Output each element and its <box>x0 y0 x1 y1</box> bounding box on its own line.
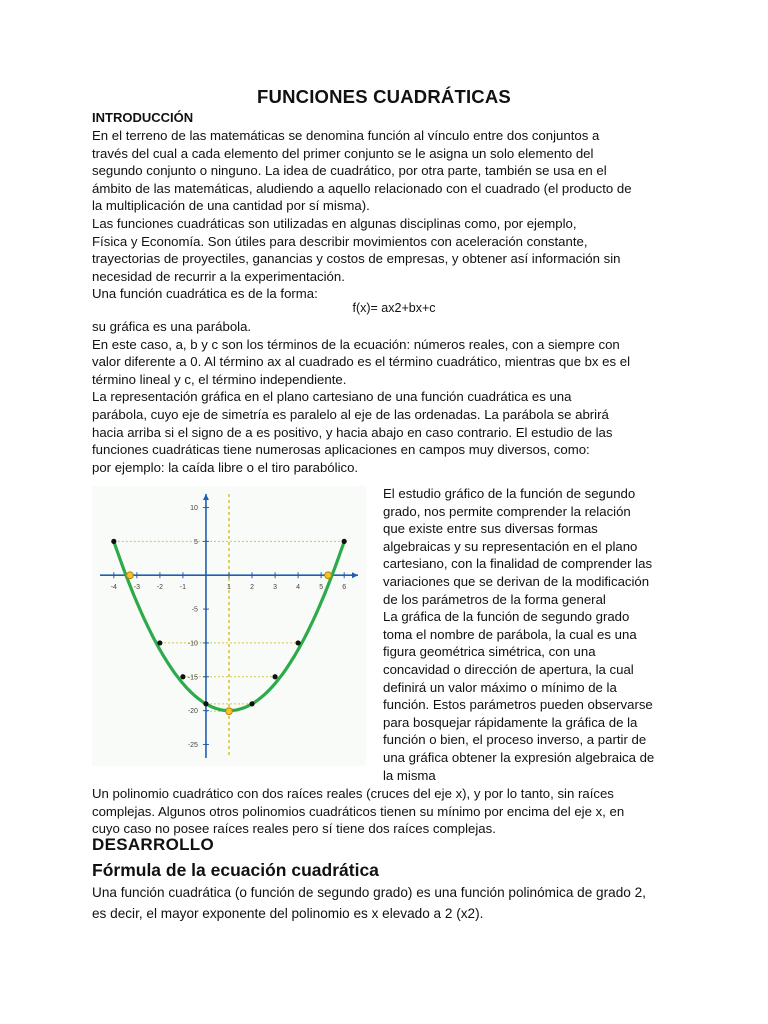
text-line: segundo conjunto o ninguno. La idea de cuadrático, por otra parte, también se usa en el <box>92 163 607 179</box>
data-point <box>342 539 347 544</box>
desarrollo-heading: DESARROLLO <box>92 835 214 854</box>
data-point <box>157 640 162 645</box>
text-line: la multiplicación de una cantidad por sí misma). <box>92 198 370 214</box>
text-line: valor diferente a 0. Al término ax al cuadrado es el término cuadrático, mientras que bx es el <box>92 354 631 370</box>
root-point <box>127 572 134 579</box>
text-line: través del cual a cada elemento del primer conjunto se le asigna un solo elemento del <box>92 145 594 161</box>
text-line: Física y Economía. Son útiles para describir movimientos con aceleración constante, <box>92 233 588 249</box>
chart-side-text <box>383 485 703 784</box>
text-line: complejas. Algunos otros polinomios cuadráticos tienen su mínimo por encima del eje x, en <box>92 803 625 819</box>
text-line: grado, nos permite comprender la relación <box>383 503 631 519</box>
intro-paragraph-2 <box>92 318 682 476</box>
text-line: concavidad o dirección de apertura, la cual <box>383 661 634 677</box>
text-line: función. Estos parámetros pueden observarse <box>383 697 653 713</box>
desarrollo-paragraph <box>92 882 692 924</box>
parabola-chart-svg <box>92 486 366 766</box>
text-line: En este caso, a, b y c son los términos de la ecuación: números reales, con a siempre con <box>92 336 620 352</box>
data-point <box>111 539 116 544</box>
text-line: toma el nombre de parábola, la cual es una <box>383 626 637 642</box>
x-tick-label: -4 <box>110 584 117 592</box>
quadratic-formula: f(x)= ax2+bx+c <box>352 301 436 315</box>
text-line: que existe entre sus diversas formas <box>383 521 598 537</box>
y-tick-label: 5 <box>194 538 198 546</box>
page-title: FUNCIONES CUADRÁTICAS <box>257 86 511 107</box>
x-tick-label: 2 <box>250 584 254 592</box>
text-line: cartesiano, con la finalidad de comprender las <box>383 556 653 572</box>
text-line: su gráfica es una parábola. <box>92 319 252 334</box>
root-point <box>325 572 332 579</box>
text-line: El estudio gráfico de la función de segundo <box>383 486 636 501</box>
text-line: Una función cuadrática (o función de segundo grado) es una función polinómica de grado 2, <box>92 885 646 900</box>
formula-subheading: Fórmula de la ecuación cuadrática <box>92 860 379 880</box>
text-line: Las funciones cuadráticas son utilizadas en algunas disciplinas como, por ejemplo, <box>92 215 577 231</box>
y-tick-label: -25 <box>187 741 198 749</box>
text-line: La gráfica de la función de segundo grado <box>383 609 630 625</box>
vertex-point <box>226 708 233 715</box>
text-line: trayectorias de proyectiles, ganancias y costos de empresas, y obtener así información sin <box>92 251 621 267</box>
text-line: La representación gráfica en el plano cartesiano de una función cuadrática es una <box>92 389 572 405</box>
text-line: necesidad de recurrir a la experimentación. <box>92 268 345 284</box>
text-line: algebraicas y su representación en el plano <box>383 538 638 554</box>
text-line: variaciones que se derivan de la modificación <box>383 573 650 589</box>
x-tick-label: -2 <box>156 584 164 592</box>
text-line: cuyo caso no posee raíces reales pero sí tiene dos raíces complejas. <box>92 821 496 837</box>
text-line: figura geométrica simétrica, con una <box>383 644 596 660</box>
text-line: parábola, cuyo eje de simetría es paralelo al eje de las ordenadas. La parábola se abrirá <box>92 406 609 422</box>
text-line: de los parámetros de la forma general <box>383 591 606 607</box>
y-tick-label: -15 <box>187 674 198 682</box>
x-tick-label: 6 <box>342 584 347 592</box>
y-tick-label: -10 <box>187 640 198 648</box>
after-chart-paragraph <box>92 785 682 838</box>
text-line: por ejemplo: la caída libre o el tiro parabólico. <box>92 459 359 475</box>
intro-paragraph <box>92 127 682 303</box>
parabola-chart <box>92 486 366 766</box>
data-point <box>296 640 301 645</box>
text-line: es decir, el mayor exponente del polinomio es x elevado a 2 (x2). <box>92 906 484 921</box>
x-tick-label: -3 <box>133 584 140 592</box>
data-point <box>203 701 208 706</box>
x-tick-label: 1 <box>227 584 231 592</box>
y-tick-label: -20 <box>187 708 198 716</box>
text-line: Un polinomio cuadrático con dos raíces reales (cruces del eje x), y por lo tanto, sin raíces <box>92 786 614 801</box>
text-line: término lineal y c, el término independiente. <box>92 371 347 387</box>
x-tick-label: 5 <box>319 584 324 592</box>
data-point <box>180 674 185 679</box>
data-point <box>249 701 254 706</box>
x-tick-label: 3 <box>273 584 278 592</box>
text-line: definirá un valor máximo o mínimo de la <box>383 679 617 695</box>
text-line: una gráfica obtener la expresión algebraica de <box>383 749 655 765</box>
text-line: funciones cuadráticas tiene numerosas aplicaciones en campos muy diversos, como: <box>92 442 590 458</box>
y-tick-label: 10 <box>190 505 198 513</box>
x-tick-label: -1 <box>179 584 187 592</box>
data-point <box>272 674 277 679</box>
text-line: función o bien, el proceso inverso, a partir de <box>383 732 647 748</box>
text-line: hacia arriba si el signo de a es positivo, y hacia abajo en caso contrario. El estudio de las <box>92 424 613 440</box>
y-tick-label: -5 <box>191 606 198 614</box>
text-line: para bosquejar rápidamente la gráfica de la <box>383 714 638 730</box>
x-tick-label: 4 <box>296 584 301 592</box>
intro-heading: INTRODUCCIÓN <box>92 110 194 125</box>
text-line: la misma <box>383 767 436 783</box>
text-line: En el terreno de las matemáticas se denomina función al vínculo entre dos conjuntos a <box>92 128 600 143</box>
text-line: ámbito de las matemáticas, aludiendo a aquello relacionado con el cuadrado (el producto de <box>92 180 632 196</box>
text-line: Una función cuadrática es de la forma: <box>92 286 318 302</box>
